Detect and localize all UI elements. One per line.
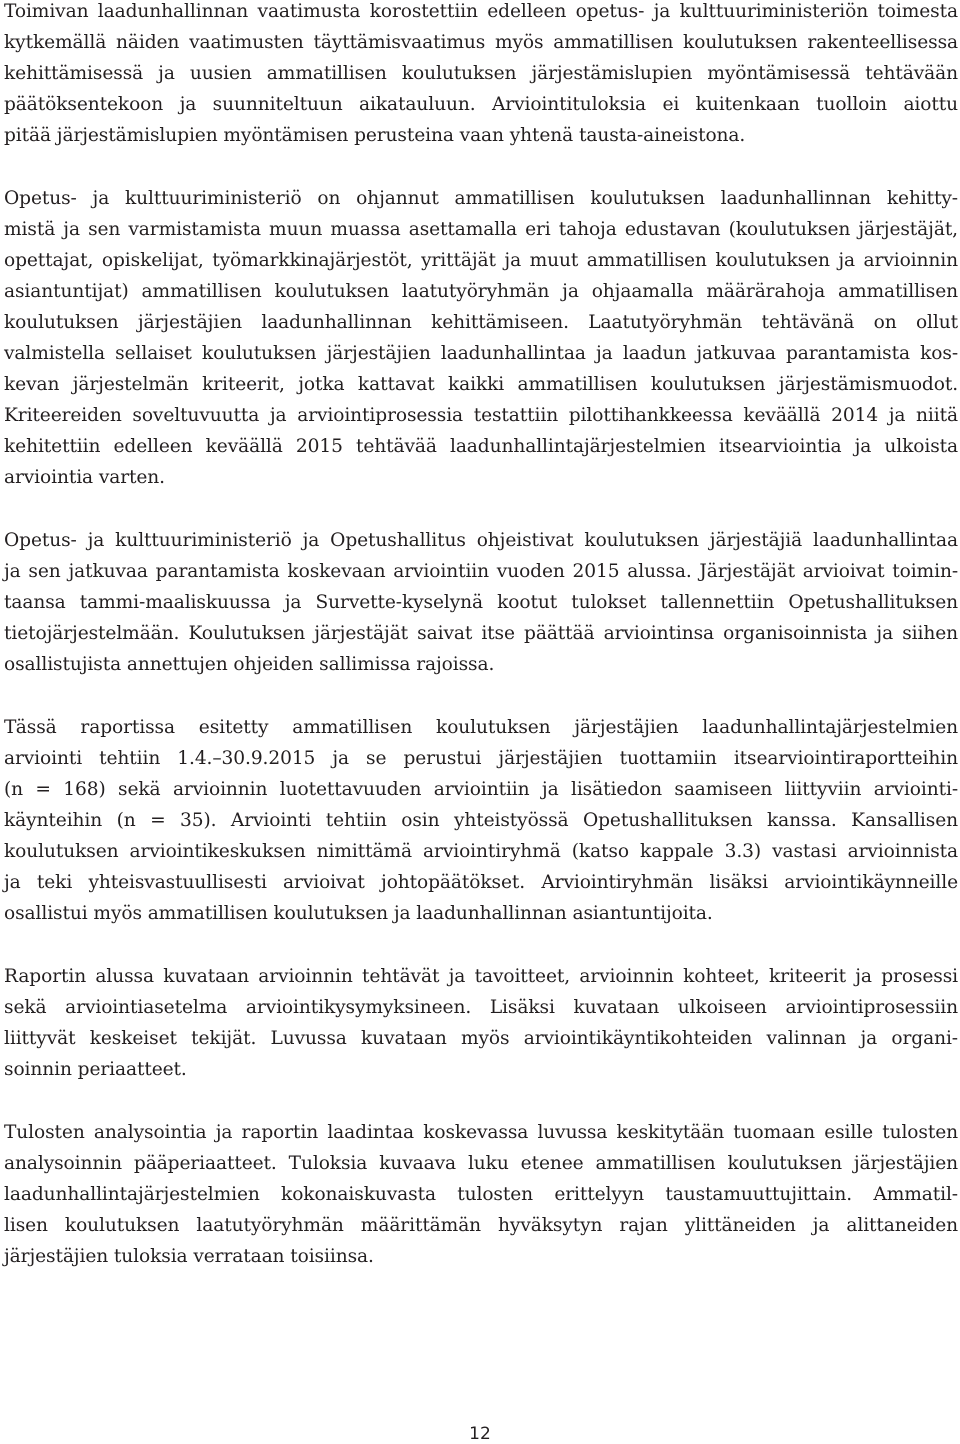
- text-line: kytkemällä näiden vaatimusten täyttämisvaatimus myös ammatillisen koulutuksen rakenteellisessa: [4, 32, 958, 53]
- text-line: liittyvät keskeiset tekijät. Luvussa kuvataan myös arviointikäyntikohteiden valinnan ja organi-: [4, 1028, 958, 1049]
- text-line: tietojärjestelmään. Koulutuksen järjestäjät saivat itse päättää arviointinsa organisoinnista ja siihen: [4, 623, 958, 644]
- text-line: analysoinnin pääperiaatteet. Tuloksia kuvaava luku etenee ammatillisen koulutuksen järjestäjien: [4, 1153, 958, 1174]
- text-line: osallistujista annettujen ohjeiden sallimissa rajoissa.: [4, 654, 495, 675]
- text-line: Toimivan laadunhallinnan vaatimusta korostettiin edelleen opetus- ja kulttuuriministeriön toimesta: [4, 1, 958, 22]
- text-line: järjestäjien tuloksia verrataan toisiinsa.: [4, 1246, 374, 1267]
- text-line: lisen koulutuksen laatutyöryhmän määrittämän hyväksytyn rajan ylittäneiden ja alittaneiden: [4, 1215, 958, 1236]
- text-line: kevan järjestelmän kriteerit, jotka kattavat kaikki ammatillisen koulutuksen järjestämismuodot.: [4, 374, 958, 395]
- text-line: asiantuntijat) ammatillisen koulutuksen laatutyöryhmän ja ohjaamalla määrärahoja ammatillisen: [4, 281, 958, 302]
- text-line: käynteihin (n = 35). Arviointi tehtiin osin yhteistyössä Opetushallituksen kanssa. Kansallisen: [4, 810, 958, 831]
- text-line: opettajat, opiskelijat, työmarkkinajärjestöt, yrittäjät ja muut ammatillisen koulutuksen ja arvioinnin: [4, 250, 958, 271]
- text-line: Opetus- ja kulttuuriministeriö on ohjannut ammatillisen koulutuksen laadunhallinnan kehitty-: [4, 188, 958, 209]
- text-line: valmistella sellaiset koulutuksen järjestäjien laadunhallintaa ja laadun jatkuvaa parantamista kos-: [4, 343, 958, 364]
- text-line: sekä arviointiasetelma arviointikysymyksineen. Lisäksi kuvataan ulkoiseen arviointiprosessiin: [4, 997, 958, 1018]
- text-line: Kriteereiden soveltuvuutta ja arviointiprosessia testattiin pilottihankkeessa keväällä 2014 ja niitä: [4, 405, 958, 426]
- paragraph-4: [4, 712, 958, 929]
- text-line: Tulosten analysointia ja raportin laadintaa koskevassa luvussa keskitytään tuomaan esille tulosten: [4, 1122, 958, 1143]
- text-line: pitää järjestämislupien myöntämisen perusteina vaan yhtenä tausta-aineistona.: [4, 125, 746, 146]
- text-line: koulutuksen arviointikeskuksen nimittämä arviointiryhmä (katso kappale 3.3) vastasi arvioinnista: [4, 841, 958, 862]
- document-page: [4, 0, 958, 1304]
- paragraph-1: [4, 0, 958, 151]
- paragraph-3: [4, 525, 958, 680]
- text-line: (n = 168) sekä arvioinnin luotettavuuden arviointiin ja lisätiedon saamiseen liittyviin arviointi-: [4, 779, 958, 800]
- text-line: taansa tammi-maaliskuussa ja Survette-kyselynä kootut tulokset tallennettiin Opetushallituksen: [4, 592, 958, 613]
- text-line: päätöksentekoon ja suunniteltuun aikatauluun. Arviointituloksia ei kuitenkaan tuolloin aiottu: [4, 94, 958, 115]
- text-line: ja sen jatkuvaa parantamista koskevaan arviointiin vuoden 2015 alussa. Järjestäjät arvioivat toimin-: [4, 561, 958, 582]
- paragraph-2: [4, 183, 958, 493]
- page-number: 12: [469, 1424, 491, 1444]
- text-line: koulutuksen järjestäjien laadunhallinnan kehittämiseen. Laatutyöryhmän tehtävänä on ollut: [4, 312, 958, 333]
- text-line: kehitettiin edelleen keväällä 2015 tehtävää laadunhallintajärjestelmien itsearviointia ja ulkoista: [4, 436, 958, 457]
- text-line: Tässä raportissa esitetty ammatillisen koulutuksen järjestäjien laadunhallintajärjestelmien: [4, 717, 958, 738]
- text-line: ja teki yhteisvastuullisesti arvioivat johtopäätökset. Arviointiryhmän lisäksi arviointikäynneille: [4, 872, 958, 893]
- text-line: Opetus- ja kulttuuriministeriö ja Opetushallitus ohjeistivat koulutuksen järjestäjiä laadunhallintaa: [4, 530, 958, 551]
- text-line: mistä ja sen varmistamista muun muassa asettamalla eri tahoja edustavan (koulutuksen järjestäjät,: [4, 219, 958, 240]
- text-line: laadunhallintajärjestelmien kokonaiskuvasta tulosten erittelyyn taustamuuttujittain. Ammatil-: [4, 1184, 958, 1205]
- text-line: Raportin alussa kuvataan arvioinnin tehtävät ja tavoitteet, arvioinnin kohteet, kriteerit ja prosessi: [4, 966, 958, 987]
- text-line: kehittämisessä ja uusien ammatillisen koulutuksen järjestämislupien myöntämisessä tehtävään: [4, 63, 958, 84]
- text-line: osallistui myös ammatillisen koulutuksen ja laadunhallinnan asiantuntijoita.: [4, 903, 713, 924]
- text-line: arviointi tehtiin 1.4.–30.9.2015 ja se perustui järjestäjien tuottamiin itsearviointiraportteihin: [4, 748, 958, 769]
- text-line: arviointia varten.: [4, 467, 165, 488]
- paragraph-5: [4, 961, 958, 1085]
- text-line: soinnin periaatteet.: [4, 1059, 187, 1080]
- paragraph-6: [4, 1117, 958, 1272]
